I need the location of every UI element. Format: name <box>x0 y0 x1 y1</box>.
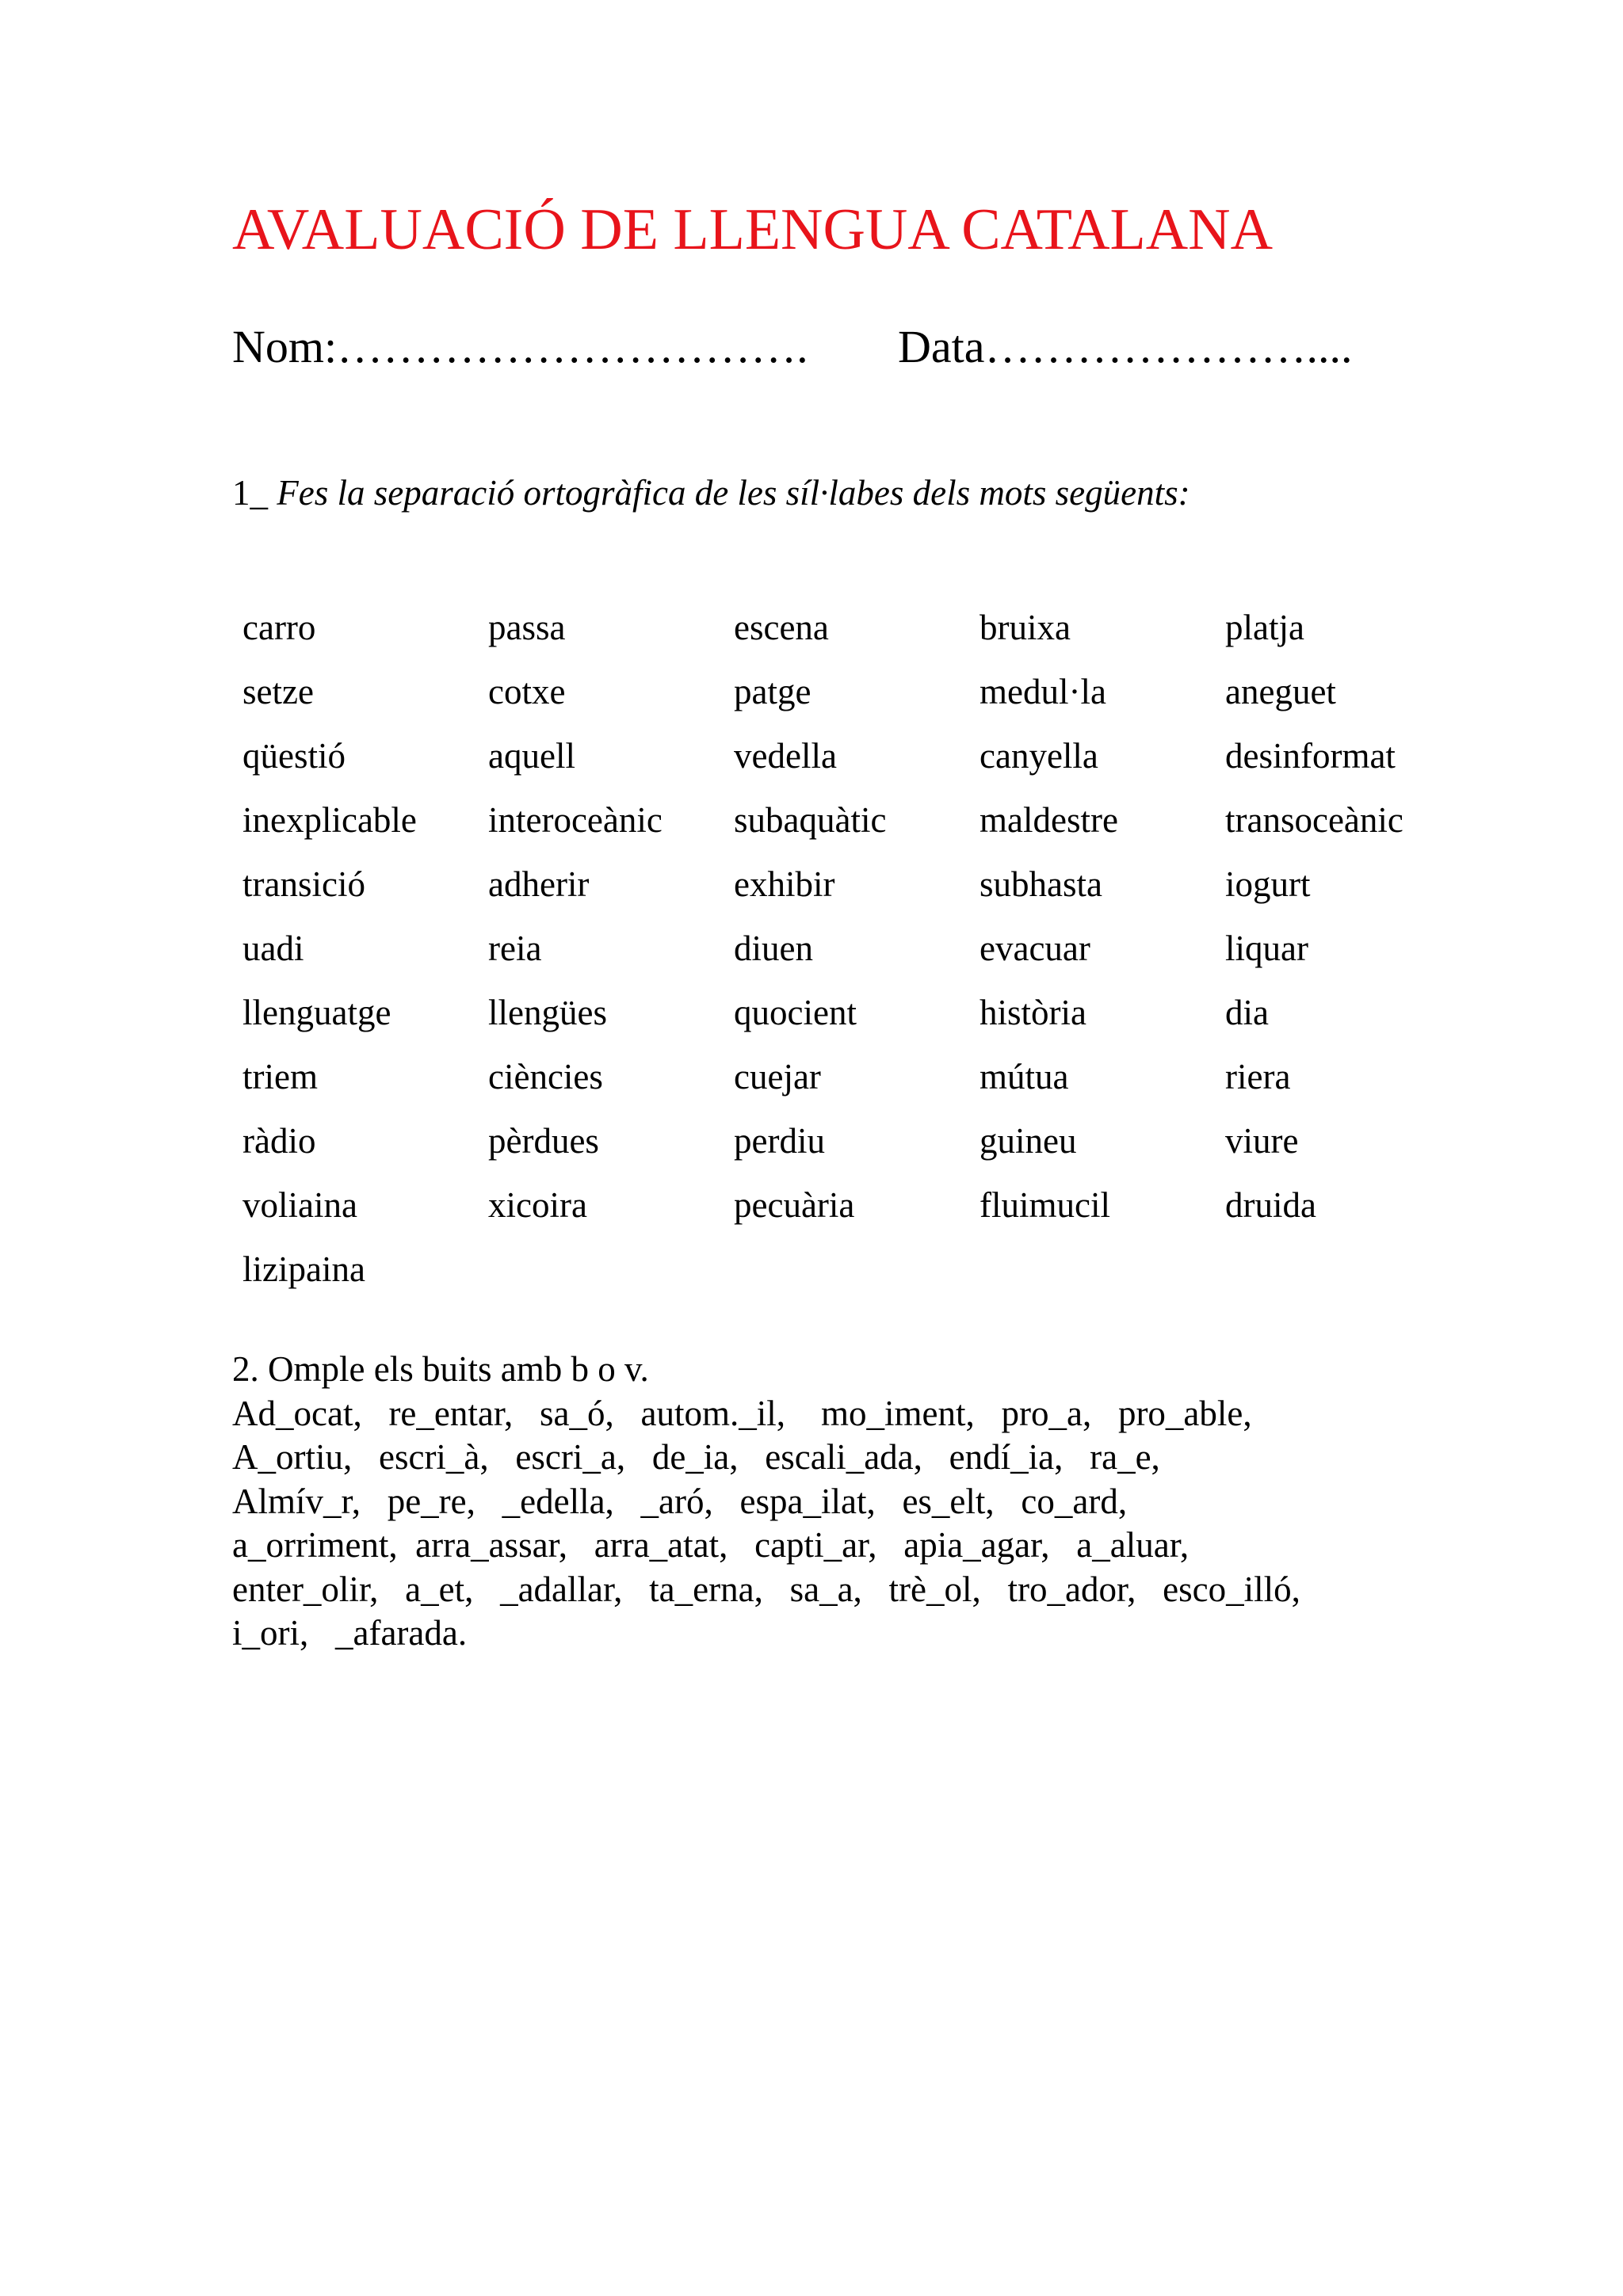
syllable-word: aquell <box>488 736 575 776</box>
syllable-word: exhibir <box>734 864 835 904</box>
syllable-word: reia <box>488 929 542 968</box>
syllable-word: quocient <box>734 993 857 1032</box>
question-2-line: Ad_ocat, re_entar, sa_ó, autom._il, mo_iment, pro_a, pro_able, <box>232 1393 1252 1433</box>
question-1-number: 1_ <box>232 473 268 513</box>
question-2 <box>232 1348 1300 1656</box>
question-2-line: Almív_r, pe_re, _edella, _aró, espa_ilat, es_elt, co_ard, <box>232 1481 1128 1521</box>
syllable-word: liquar <box>1225 929 1308 968</box>
syllable-word: iogurt <box>1225 864 1311 904</box>
question-2-line: enter_olir, a_et, _adallar, ta_erna, sa_a, trè_ol, tro_ador, esco_illó, <box>232 1569 1300 1609</box>
syllable-word: medul·la <box>980 672 1106 711</box>
syllable-word: aneguet <box>1225 672 1336 711</box>
syllable-word: transoceànic <box>1225 800 1403 840</box>
syllable-word: desinformat <box>1225 736 1396 776</box>
question-1-instruction: Fes la separació ortogràfica de les síl·labes dels mots següents: <box>277 473 1190 513</box>
syllable-word: lizipaina <box>242 1249 365 1289</box>
syllable-word: cotxe <box>488 672 566 711</box>
syllable-word: perdiu <box>734 1121 825 1161</box>
syllable-word: subhasta <box>980 864 1102 904</box>
page-title: AVALUACIÓ DE LLENGUA CATALANA <box>232 197 1274 262</box>
syllable-word: dia <box>1225 993 1269 1032</box>
syllable-word: bruixa <box>980 608 1071 647</box>
syllable-word: setze <box>242 672 314 711</box>
syllable-word: carro <box>242 608 316 647</box>
syllable-word: pecuària <box>734 1185 855 1225</box>
syllable-word: voliaina <box>242 1185 357 1225</box>
syllable-word: subaquàtic <box>734 800 887 840</box>
syllable-word: ràdio <box>242 1121 316 1161</box>
syllable-word: triem <box>242 1057 318 1097</box>
syllable-word: maldestre <box>980 800 1118 840</box>
syllable-word: platja <box>1225 608 1304 647</box>
syllable-word: ciències <box>488 1057 603 1097</box>
syllable-word: interoceànic <box>488 800 663 840</box>
syllable-word: patge <box>734 672 812 711</box>
syllable-word: inexplicable <box>242 800 417 840</box>
question-2-line: a_orriment, arra_assar, arra_atat, capti_ar, apia_agar, a_aluar, <box>232 1525 1190 1565</box>
syllable-word: història <box>980 993 1086 1032</box>
syllable-word: passa <box>488 608 566 647</box>
syllable-word: riera <box>1225 1057 1291 1097</box>
syllable-word: diuen <box>734 929 813 968</box>
question-2-line: A_ortiu, escri_à, escri_a, de_ia, escali_ada, endí_ia, ra_e, <box>232 1437 1160 1477</box>
question-1-heading <box>232 469 1190 517</box>
syllable-word-grid <box>242 604 1471 1310</box>
syllable-word: mútua <box>980 1057 1069 1097</box>
syllable-word: druida <box>1225 1185 1316 1225</box>
syllable-word: canyella <box>980 736 1098 776</box>
syllable-word: fluimucil <box>980 1185 1110 1225</box>
syllable-word: xicoira <box>488 1185 587 1225</box>
syllable-word: vedella <box>734 736 837 776</box>
syllable-word: adherir <box>488 864 590 904</box>
syllable-word: llengües <box>488 993 607 1032</box>
syllable-word: cuejar <box>734 1057 821 1097</box>
syllable-word: viure <box>1225 1121 1299 1161</box>
date-field-label: Data………………….... <box>898 321 1353 372</box>
syllable-word: guineu <box>980 1121 1077 1161</box>
syllable-word: llenguatge <box>242 993 391 1032</box>
question-2-heading: 2. Omple els buits amb b o v. <box>232 1349 649 1389</box>
syllable-word: escena <box>734 608 829 647</box>
syllable-word: pèrdues <box>488 1121 599 1161</box>
syllable-word: qüestió <box>242 736 346 776</box>
syllable-word: uadi <box>242 929 304 968</box>
name-field-label: Nom:…………………………. <box>232 321 808 372</box>
question-2-line: i_ori, _afarada. <box>232 1613 468 1653</box>
syllable-word: transició <box>242 864 365 904</box>
syllable-word: evacuar <box>980 929 1090 968</box>
